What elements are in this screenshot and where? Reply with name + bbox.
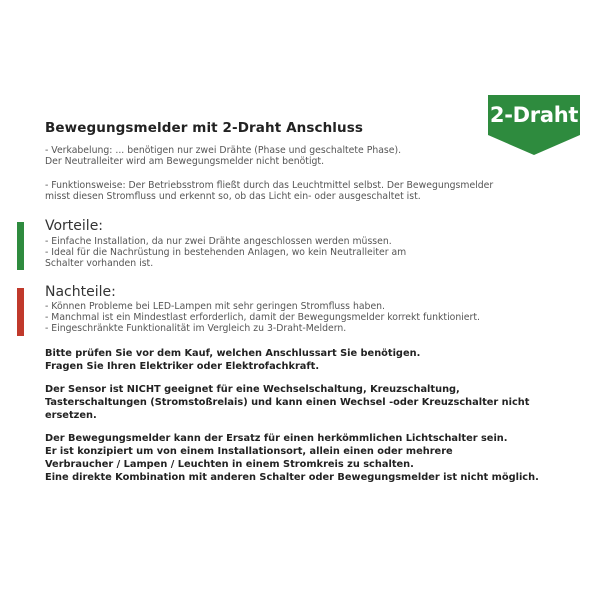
intro-line-1: - Verkabelung: ... benötigen nur zwei Drähte (Phase und geschaltete Phase).: [45, 145, 402, 156]
replacement-note-line-3: Verbraucher / Lampen / Leuchten in einem Stromkreis zu schalten.: [45, 459, 414, 470]
cons-heading: Nachteile:: [45, 284, 116, 300]
pros-line-2: - Ideal für die Nachrüstung in bestehenden Anlagen, wo kein Neutralleiter am: [45, 247, 407, 258]
suitability-note-line-1: Der Sensor ist NICHT geeignet für eine Wechselschaltung, Kreuzschaltung,: [45, 384, 460, 395]
badge-label: 2-Draht: [489, 103, 579, 127]
function-line-2: misst diesen Stromfluss und erkennt so, ob das Licht ein- oder ausgeschaltet ist.: [45, 191, 421, 202]
two-wire-badge: [488, 95, 580, 155]
replacement-note-line-2: Er ist konzipiert um von einem Installationsort, allein einen oder mehrere: [45, 446, 453, 457]
cons-line-3: - Eingeschränkte Funktionalität im Vergleich zu 3-Draht-Meldern.: [45, 323, 347, 334]
purchase-note-line-1: Bitte prüfen Sie vor dem Kauf, welchen Anschlussart Sie benötigen.: [45, 348, 421, 359]
cons-accent-bar: [17, 288, 24, 336]
suitability-note-line-2: Tasterschaltungen (Stromstoßrelais) und kann einen Wechsel -oder Kreuzschalter nicht: [45, 397, 530, 408]
intro-line-2: Der Neutralleiter wird am Bewegungsmelder nicht benötigt.: [45, 156, 325, 167]
pros-heading: Vorteile:: [45, 218, 104, 234]
replacement-note-line-1: Der Bewegungsmelder kann der Ersatz für einen herkömmlichen Lichtschalter sein.: [45, 433, 508, 444]
replacement-note-line-4: Eine direkte Kombination mit anderen Schalter oder Bewegungsmelder ist nicht möglich.: [45, 472, 539, 483]
purchase-note-line-2: Fragen Sie Ihren Elektriker oder Elektrofachkraft.: [45, 361, 320, 372]
cons-line-1: - Können Probleme bei LED-Lampen mit sehr geringen Stromfluss haben.: [45, 301, 386, 312]
pros-line-3: Schalter vorhanden ist.: [45, 258, 154, 269]
function-line-1: - Funktionsweise: Der Betriebsstrom fließt durch das Leuchtmittel selbst. Der Bewegungsmelder: [45, 180, 494, 191]
page-title: Bewegungsmelder mit 2-Draht Anschluss: [45, 120, 363, 136]
cons-line-2: - Manchmal ist ein Mindestlast erforderlich, damit der Bewegungsmelder korrekt funktioniert.: [45, 312, 480, 323]
pros-line-1: - Einfache Installation, da nur zwei Drähte angeschlossen werden müssen.: [45, 236, 392, 247]
pros-accent-bar: [17, 222, 24, 270]
suitability-note-line-3: ersetzen.: [45, 410, 97, 421]
